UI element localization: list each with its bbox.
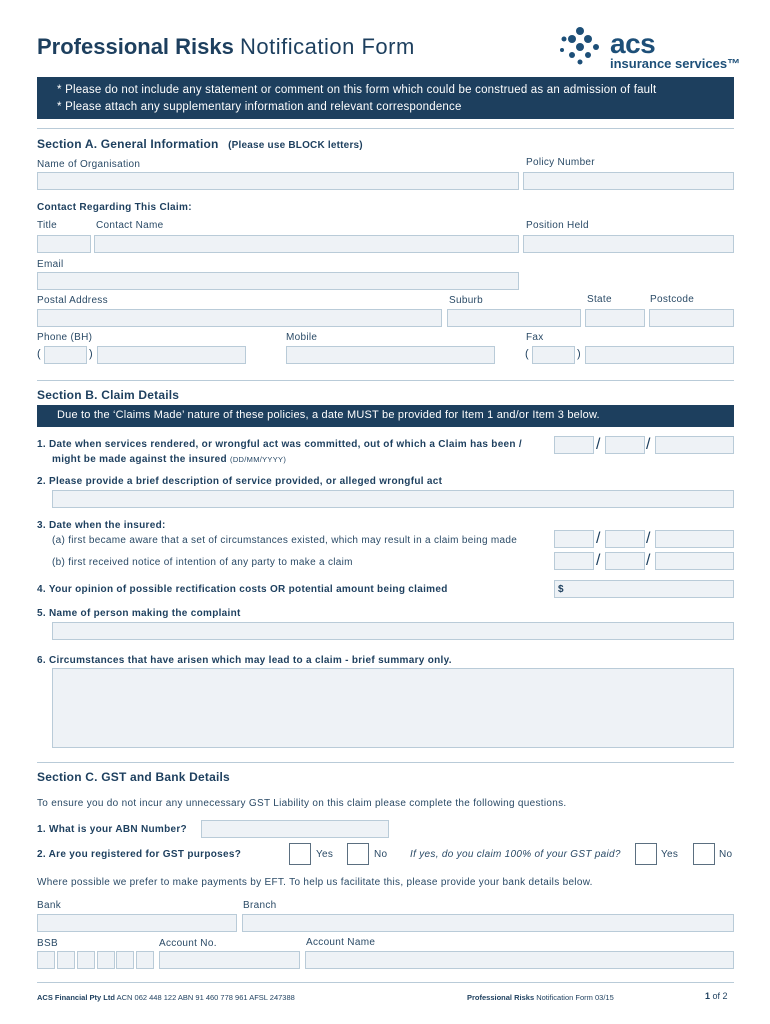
suburb-label: Suburb: [449, 295, 484, 306]
gst-no-label: No: [374, 849, 388, 860]
bsb-digit-6[interactable]: [136, 951, 154, 969]
position-held-field[interactable]: [523, 235, 734, 253]
contact-name-field[interactable]: [94, 235, 519, 253]
date-format-hint: (DD/MM/YYYY): [230, 455, 287, 464]
account-no-label: Account No.: [159, 938, 217, 949]
gst-registered-yes-checkbox[interactable]: [289, 843, 311, 865]
name-of-org-label: Name of Organisation: [37, 159, 141, 170]
email-label: Email: [37, 259, 64, 270]
page-current: 1: [705, 991, 711, 1001]
divider: [37, 128, 734, 129]
date-separator: /: [596, 552, 601, 569]
gst-claim-question: If yes, do you claim 100% of your GST paid?: [410, 849, 621, 860]
contact-name-label: Contact Name: [96, 220, 164, 231]
claims-made-band: Due to the ‘Claims Made’ nature of these policies, a date MUST be provided for Item 1 and/or Item 3 below.: [37, 405, 734, 427]
date-separator: /: [596, 436, 601, 453]
bsb-digit-4[interactable]: [97, 951, 115, 969]
notice-line-1: * Please do not include any statement or comment on this form which could be construed as an admission of fault: [57, 84, 657, 96]
q5-label: 5. Name of person making the complaint: [37, 608, 241, 619]
fax-label: Fax: [526, 332, 544, 343]
account-name-field[interactable]: [305, 951, 734, 969]
q1-day-field[interactable]: [554, 436, 594, 454]
footer-company-name: ACS Financial Pty Ltd: [37, 993, 115, 1002]
logo-subtitle: insurance services™: [610, 56, 741, 71]
footer-form-rest: Notification Form 03/15: [536, 993, 614, 1002]
q3b-label: (b) first received notice of intention of any party to make a claim: [52, 557, 353, 568]
abn-label: 1. What is your ABN Number?: [37, 824, 187, 835]
bsb-digit-1[interactable]: [37, 951, 55, 969]
q1-label-line2: [52, 454, 286, 465]
bsb-label: BSB: [37, 938, 58, 949]
q1-label-line2-text: might be made against the insured: [52, 454, 227, 465]
gst-registered-no-checkbox[interactable]: [347, 843, 369, 865]
phone-area-code-field[interactable]: [44, 346, 87, 364]
date-separator: /: [646, 552, 651, 569]
account-name-label: Account Name: [306, 937, 376, 948]
page-total: of 2: [712, 991, 728, 1001]
branch-field[interactable]: [242, 914, 734, 932]
bsb-digit-2[interactable]: [57, 951, 75, 969]
mobile-field[interactable]: [286, 346, 495, 364]
title-field[interactable]: [37, 235, 91, 253]
q2-description-field[interactable]: [52, 490, 734, 508]
postcode-label: Postcode: [650, 294, 695, 305]
gst-claim-yes-label: Yes: [661, 849, 679, 860]
bank-field[interactable]: [37, 914, 237, 932]
q6-summary-field[interactable]: [52, 668, 734, 748]
fax-area-code-field[interactable]: [532, 346, 575, 364]
policy-number-field[interactable]: [523, 172, 734, 190]
q3-label: 3. Date when the insured:: [37, 520, 166, 531]
divider: [37, 982, 734, 983]
title-label: Title: [37, 220, 58, 231]
currency-symbol: $: [558, 584, 564, 595]
mobile-label: Mobile: [286, 332, 318, 343]
gst-yes-label: Yes: [316, 849, 334, 860]
q3a-day-field[interactable]: [554, 530, 594, 548]
divider: [37, 380, 734, 381]
footer-company-details: ACN 062 448 122 ABN 91 460 778 961 AFSL 247388: [116, 993, 295, 1002]
date-separator: /: [596, 530, 601, 547]
postcode-field[interactable]: [649, 309, 734, 327]
phone-label: Phone (BH): [37, 332, 93, 343]
gst-claim-no-checkbox[interactable]: [693, 843, 715, 865]
section-a-title: [37, 137, 363, 151]
email-field[interactable]: [37, 272, 519, 290]
section-c-title: Section C. GST and Bank Details: [37, 770, 230, 784]
fax-paren-close: ): [577, 348, 581, 360]
footer-form-bold: Professional Risks: [467, 993, 535, 1002]
title-bold: Professional Risks: [37, 34, 234, 59]
fax-number-field[interactable]: [585, 346, 734, 364]
gst-claim-yes-checkbox[interactable]: [635, 843, 657, 865]
q4-amount-field[interactable]: [554, 580, 734, 598]
q1-label-line1: 1. Date when services rendered, or wrongful act was committed, out of which a Claim has been /: [37, 439, 522, 450]
q2-label: 2. Please provide a brief description of service provided, or alleged wrongful act: [37, 476, 443, 487]
policy-number-label: Policy Number: [526, 157, 595, 168]
title-light: Notification Form: [240, 34, 415, 59]
section-b-title: Section B. Claim Details: [37, 388, 180, 402]
phone-paren-close: ): [89, 348, 93, 360]
state-label: State: [587, 294, 612, 305]
section-a-subtitle: (Please use BLOCK letters): [228, 140, 363, 151]
postal-address-label: Postal Address: [37, 295, 108, 306]
q3b-day-field[interactable]: [554, 552, 594, 570]
section-a-title-text: Section A. General Information: [37, 137, 219, 151]
notice-line-2: * Please attach any supplementary information and relevant correspondence: [57, 101, 462, 113]
branch-label: Branch: [243, 900, 277, 911]
q1-year-field[interactable]: [655, 436, 734, 454]
phone-number-field[interactable]: [97, 346, 246, 364]
q3b-month-field[interactable]: [605, 552, 645, 570]
divider: [37, 762, 734, 763]
state-field[interactable]: [585, 309, 645, 327]
date-separator: /: [646, 436, 651, 453]
bsb-digit-3[interactable]: [77, 951, 95, 969]
contact-heading: Contact Regarding This Claim:: [37, 202, 192, 213]
notice-band: [37, 77, 734, 119]
suburb-field[interactable]: [447, 309, 581, 327]
page-title: [37, 34, 415, 60]
gst-intro: To ensure you do not incur any unnecessary GST Liability on this claim please complete the following questions.: [37, 798, 567, 809]
abn-field[interactable]: [201, 820, 389, 838]
account-no-field[interactable]: [159, 951, 300, 969]
q3b-year-field[interactable]: [655, 552, 734, 570]
gst-registered-label: 2. Are you registered for GST purposes?: [37, 849, 242, 860]
q1-month-field[interactable]: [605, 436, 645, 454]
gst-claim-no-label: No: [719, 849, 733, 860]
position-held-label: Position Held: [526, 220, 589, 231]
page-number: [705, 991, 728, 1001]
bank-label: Bank: [37, 900, 61, 911]
fax-paren-open: (: [525, 348, 529, 360]
q5-complainant-field[interactable]: [52, 622, 734, 640]
logo-name: acs: [610, 28, 656, 59]
eft-note: Where possible we prefer to make payments by EFT. To help us facilitate this, please provide your bank details below.: [37, 877, 593, 888]
q3a-year-field[interactable]: [655, 530, 734, 548]
date-separator: /: [646, 530, 651, 547]
postal-address-field[interactable]: [37, 309, 442, 327]
q6-label: 6. Circumstances that have arisen which may lead to a claim - brief summary only.: [37, 655, 452, 666]
acs-logo-dots-icon: [558, 26, 604, 66]
q3a-label: (a) first became aware that a set of circumstances existed, which may result in a claim being made: [52, 535, 518, 546]
phone-paren-open: (: [37, 348, 41, 360]
footer-company: [37, 993, 295, 1002]
bsb-digit-5[interactable]: [116, 951, 134, 969]
footer-form-name: [467, 993, 614, 1002]
q4-label: 4. Your opinion of possible rectification costs OR potential amount being claimed: [37, 584, 448, 595]
name-of-org-field[interactable]: [37, 172, 519, 190]
q3a-month-field[interactable]: [605, 530, 645, 548]
